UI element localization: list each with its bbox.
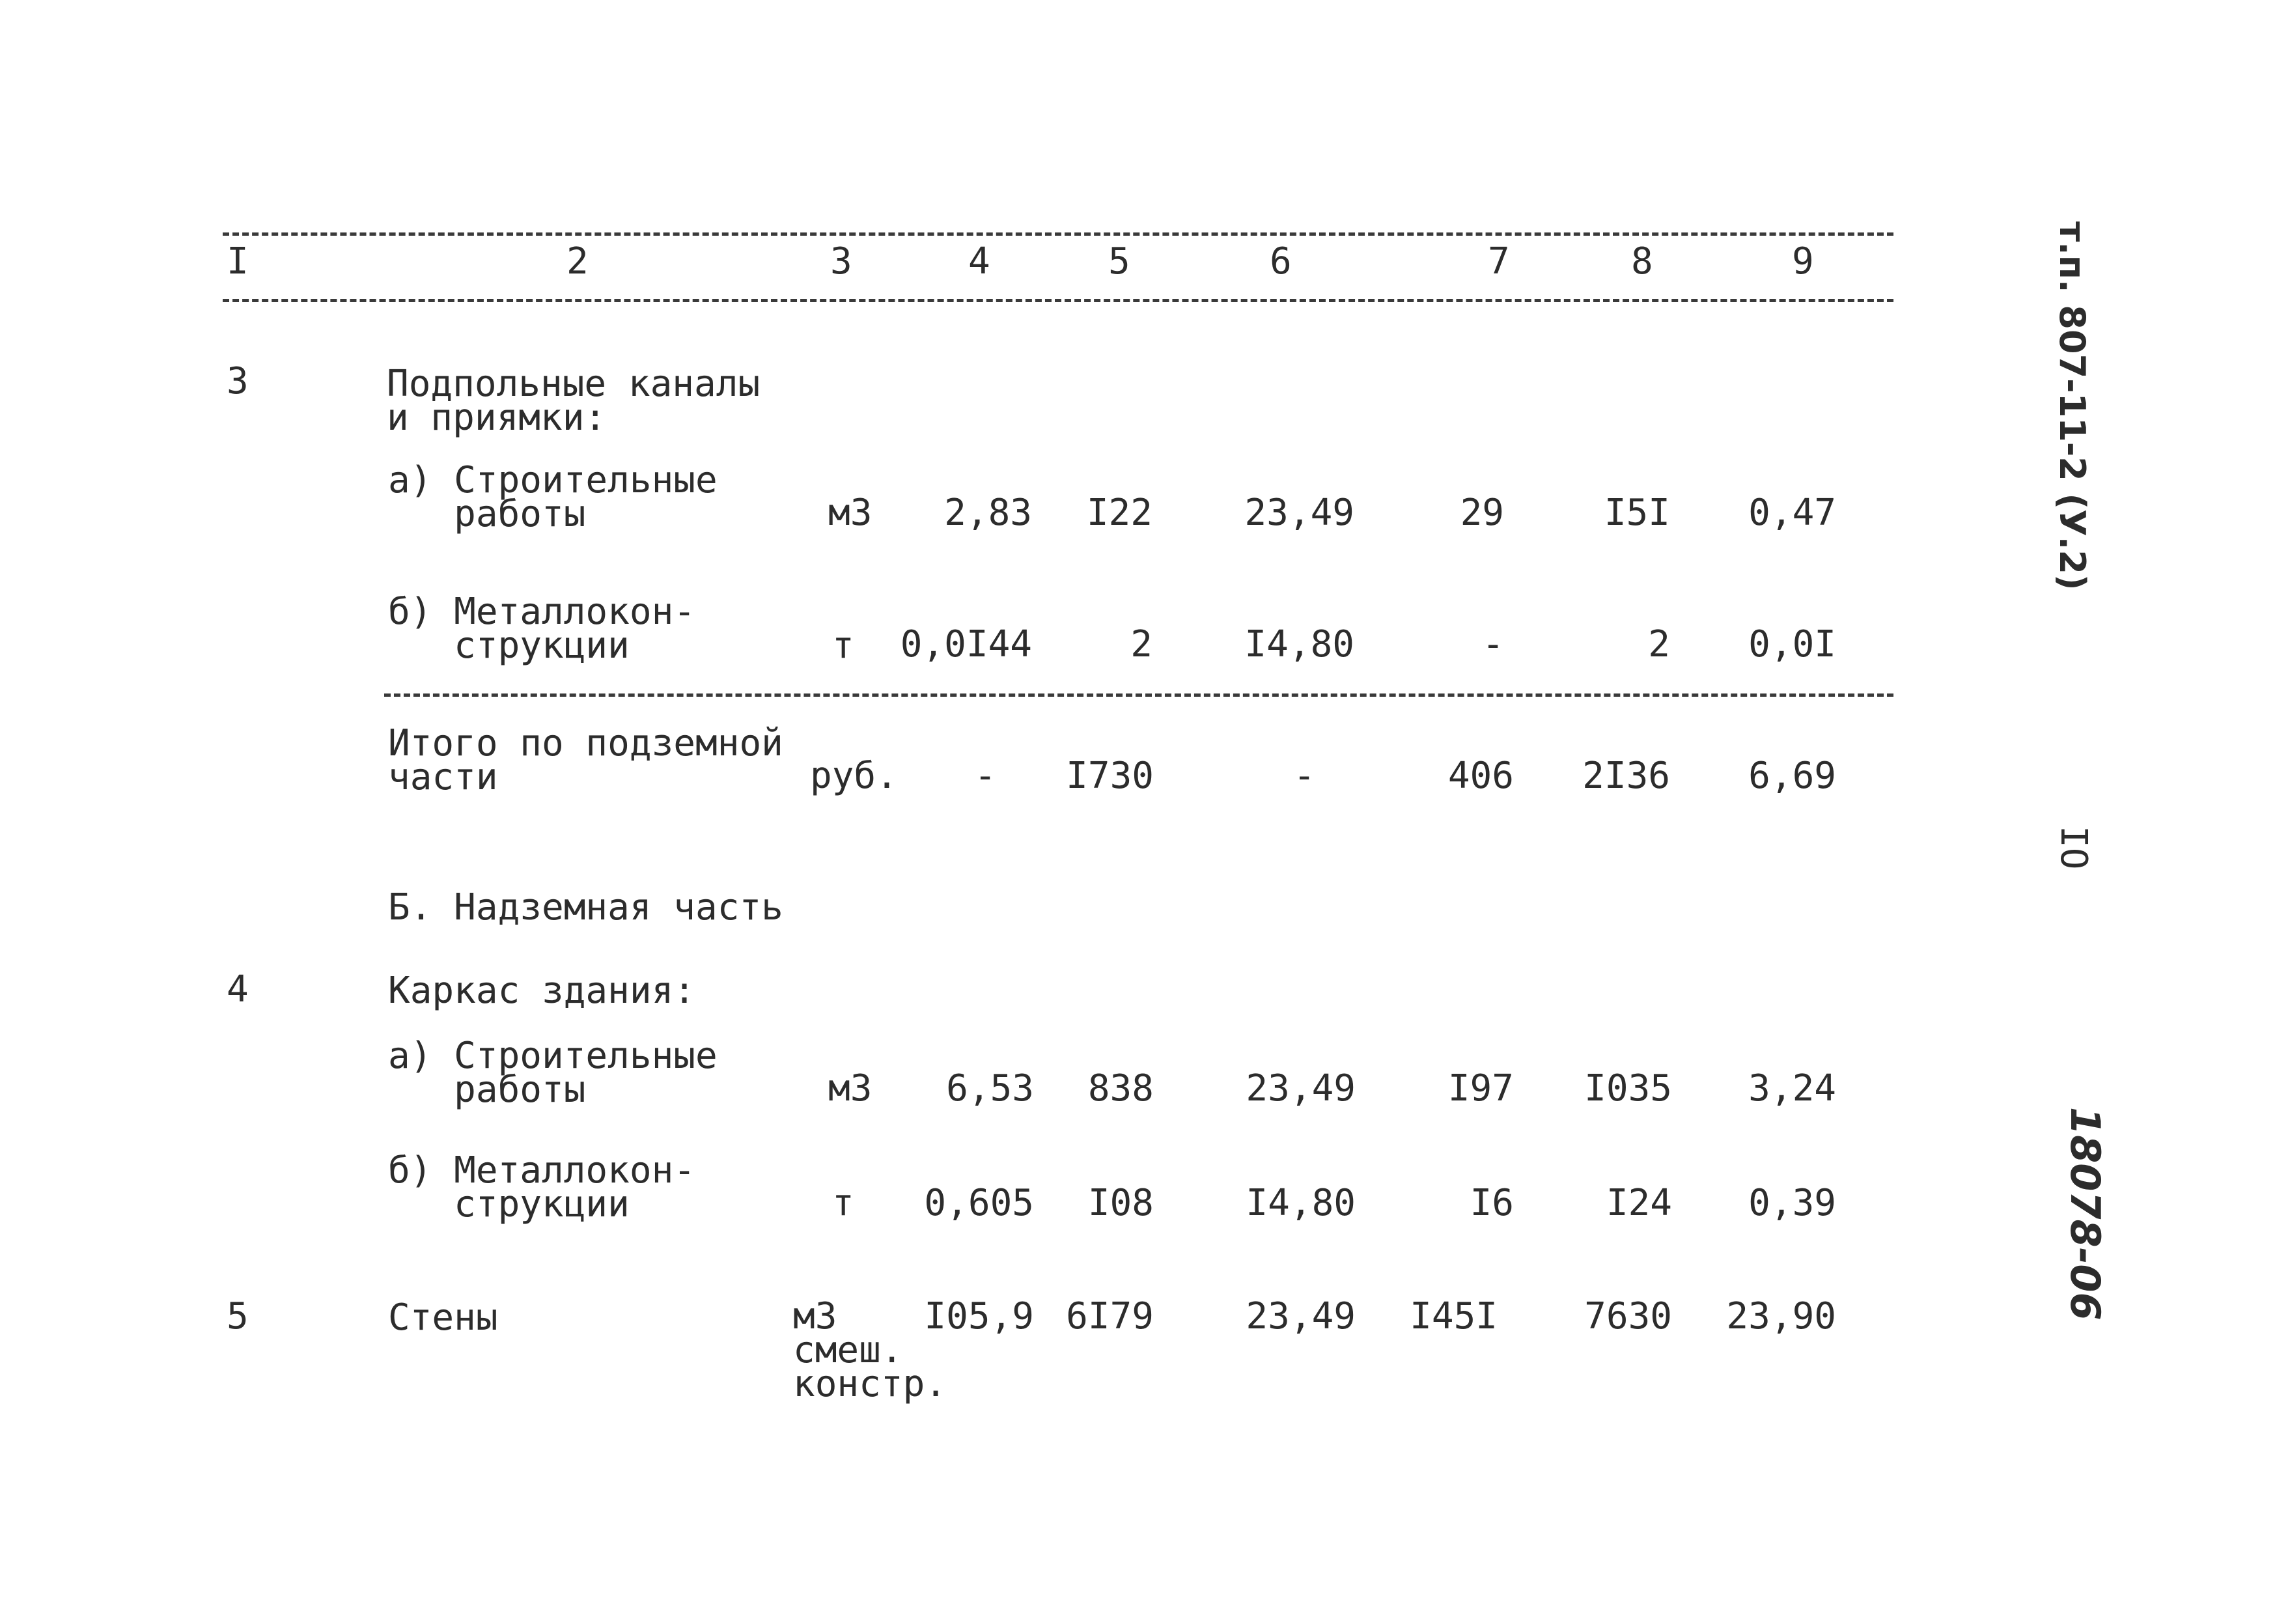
header-top-rule xyxy=(223,232,1893,236)
header-col-4: 4 xyxy=(968,240,990,283)
row-3a-col5: I22 xyxy=(1086,492,1152,534)
total-col7: 406 xyxy=(1447,755,1514,797)
row-4a-col8: I035 xyxy=(1584,1067,1672,1110)
total-unit: руб. xyxy=(810,755,898,797)
row-3b-unit: т xyxy=(832,624,854,667)
row-5-col8: 7630 xyxy=(1584,1295,1672,1337)
row-3b-col9: 0,0I xyxy=(1748,623,1836,665)
header-col-3: 3 xyxy=(830,240,852,283)
header-bottom-rule xyxy=(223,299,1893,302)
row-4b-unit: т xyxy=(832,1182,854,1224)
total-label: Итого по подземной части xyxy=(388,722,783,798)
row-5-col6: 23,49 xyxy=(1246,1295,1356,1337)
row-3a-col7: 29 xyxy=(1460,492,1504,534)
row-5-col5: 6I79 xyxy=(1066,1295,1154,1337)
row-3b-col4: 0,0I44 xyxy=(900,623,1032,665)
total-col4: - xyxy=(974,755,996,797)
row-5-number: 5 xyxy=(227,1295,249,1337)
row-3a-unit: м3 xyxy=(828,492,873,534)
row-5-col9: 23,90 xyxy=(1726,1295,1836,1337)
row-4a-col5: 838 xyxy=(1087,1067,1154,1110)
row-4a-label: а) Строительные работы xyxy=(388,1035,718,1111)
total-col6: - xyxy=(1293,755,1315,797)
total-col8: 2I36 xyxy=(1582,755,1670,797)
inventory-number: 18078-06 xyxy=(2061,1107,2109,1321)
row-3a-col6: 23,49 xyxy=(1244,492,1354,534)
header-col-6: 6 xyxy=(1270,240,1292,283)
row-3a-col8: I5I xyxy=(1604,492,1670,534)
row-4b-col9: 0,39 xyxy=(1748,1182,1836,1224)
row-3a-col9: 0,47 xyxy=(1748,492,1836,534)
row-4a-unit: м3 xyxy=(828,1067,873,1110)
section-b-heading: Б. Надземная часть xyxy=(388,886,783,929)
row-5-unit: м3 смеш. констр. xyxy=(793,1295,947,1405)
row-4b-col6: I4,80 xyxy=(1246,1182,1356,1224)
subtotal-rule xyxy=(384,693,1893,697)
header-col-8: 8 xyxy=(1631,240,1653,283)
header-col-5: 5 xyxy=(1108,240,1130,283)
header-col-7: 7 xyxy=(1488,240,1510,283)
row-4a-col7: I97 xyxy=(1447,1067,1514,1110)
row-3b-label: б) Металлокон- струкции xyxy=(388,591,696,667)
page-number: IO xyxy=(2052,826,2095,870)
row-4a-col4: 6,53 xyxy=(946,1067,1034,1110)
row-4-number: 4 xyxy=(227,968,249,1011)
row-3b-col5: 2 xyxy=(1130,623,1152,665)
row-3b-col8: 2 xyxy=(1648,623,1670,665)
row-4b-col8: I24 xyxy=(1606,1182,1672,1224)
row-3-number: 3 xyxy=(227,360,249,402)
row-5-col7: I45I xyxy=(1410,1295,1498,1337)
document-code: т.п. 807-11-2 (У.2) xyxy=(2052,221,2093,591)
header-col-1: I xyxy=(227,240,249,283)
row-3b-col7: - xyxy=(1482,623,1504,665)
header-col-9: 9 xyxy=(1792,240,1814,283)
row-4b-col4: 0,605 xyxy=(924,1182,1034,1224)
row-3-title: Подпольные каналы и приямки: xyxy=(387,363,761,439)
row-4b-label: б) Металлокон- струкции xyxy=(388,1149,696,1225)
row-3a-col4: 2,83 xyxy=(944,492,1032,534)
row-4a-col6: 23,49 xyxy=(1246,1067,1356,1110)
row-4-title: Каркас здания: xyxy=(388,970,696,1012)
total-col9: 6,69 xyxy=(1748,755,1836,797)
row-3a-label: а) Строительные работы xyxy=(388,459,718,535)
row-4b-col5: I08 xyxy=(1087,1182,1154,1224)
row-3b-col6: I4,80 xyxy=(1244,623,1354,665)
total-col5: I730 xyxy=(1066,755,1154,797)
row-4a-col9: 3,24 xyxy=(1748,1067,1836,1110)
header-col-2: 2 xyxy=(566,240,589,283)
row-5-col4: I05,9 xyxy=(924,1295,1034,1337)
row-5-title: Стены xyxy=(388,1296,498,1339)
row-4b-col7: I6 xyxy=(1470,1182,1514,1224)
